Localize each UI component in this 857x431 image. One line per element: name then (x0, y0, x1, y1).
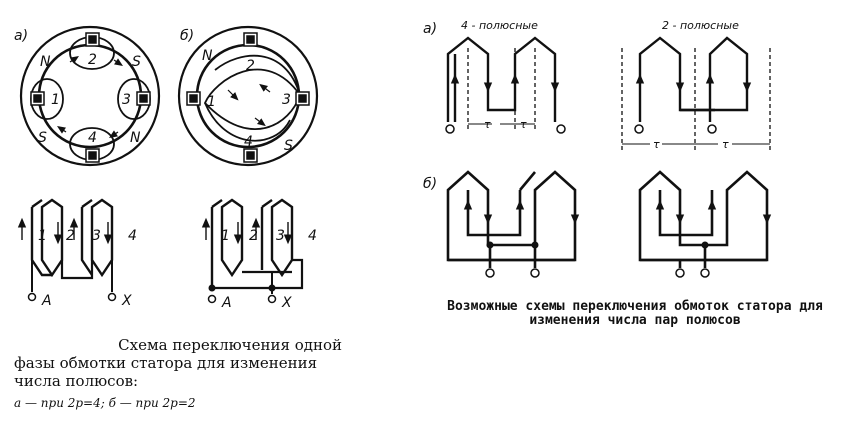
four-pole-tau-2: τ (520, 118, 527, 131)
wiring-b-terminal-x: X (282, 295, 292, 311)
right-caption-line1: Возможные схемы переключения обмоток статора для (447, 299, 823, 314)
stator-b-coil-4: 4 (244, 134, 253, 150)
stator-a-coil-2: 2 (88, 52, 97, 68)
two-pole-title: 2 - полюсные (662, 19, 739, 32)
wiring-b-num-1: 1 (221, 228, 230, 244)
right-caption (420, 300, 850, 328)
left-caption-line4: а — при 2p=4; б — при 2p=2 (14, 396, 196, 410)
four-pole-title: 4 - полюсные (461, 19, 538, 32)
left-caption-line3: числа полюсов: (14, 372, 139, 390)
stator-b-coil-2: 2 (246, 58, 255, 74)
stator-b-flux-arrows (228, 86, 270, 124)
stator-a-pole-s2: S (38, 130, 47, 146)
left-caption-line1: Схема переключения одной (118, 336, 342, 354)
wiring-a-num-4: 4 (128, 228, 137, 244)
right-b-left-scheme (448, 172, 575, 277)
stator-a-pole-n2: N (130, 130, 141, 146)
wiring-b-terminal-a: A (222, 295, 232, 311)
right-a-two-pole (622, 38, 770, 150)
stator-a-label: а) (14, 28, 29, 44)
right-caption-line2: изменения числа пар полюсов (529, 313, 741, 328)
two-pole-tau-1: τ (653, 138, 660, 151)
two-pole-tau-2: τ (722, 138, 729, 151)
stator-a-pole-n1: N (40, 54, 51, 70)
stator-a-coil-4: 4 (88, 130, 97, 146)
wiring-a-num-1: 1 (38, 228, 47, 244)
wiring-b-num-2: 2 (249, 228, 258, 244)
stator-b-coil-3: 3 (282, 92, 291, 108)
stator-a-coil-3: 3 (122, 92, 131, 108)
left-caption-line2: фазы обмотки статора для изменения (14, 354, 318, 372)
wiring-a-num-2: 2 (66, 228, 75, 244)
wiring-b (206, 200, 302, 303)
stator-a-pole-s1: S (132, 54, 141, 70)
stator-b-label: б) (180, 28, 195, 44)
right-b-right-scheme (640, 172, 767, 277)
stator-a-coil-1: 1 (51, 92, 60, 108)
stator-b-coil-1: 1 (207, 94, 216, 110)
wiring-a-num-3: 3 (92, 228, 101, 244)
left-caption (14, 336, 344, 412)
right-b-label: б) (423, 176, 438, 192)
wiring-a-terminal-x: X (122, 293, 132, 309)
wiring-a-terminal-a: A (42, 293, 52, 309)
wiring-b-num-3: 3 (276, 228, 285, 244)
four-pole-tau-1: τ (484, 118, 491, 131)
right-a-label: а) (423, 21, 438, 37)
right-a-four-pole (446, 38, 565, 133)
stator-b-pole-s: S (284, 138, 293, 154)
wiring-a (22, 200, 116, 301)
wiring-b-num-4: 4 (308, 228, 317, 244)
stator-b-pole-n: N (202, 48, 213, 64)
